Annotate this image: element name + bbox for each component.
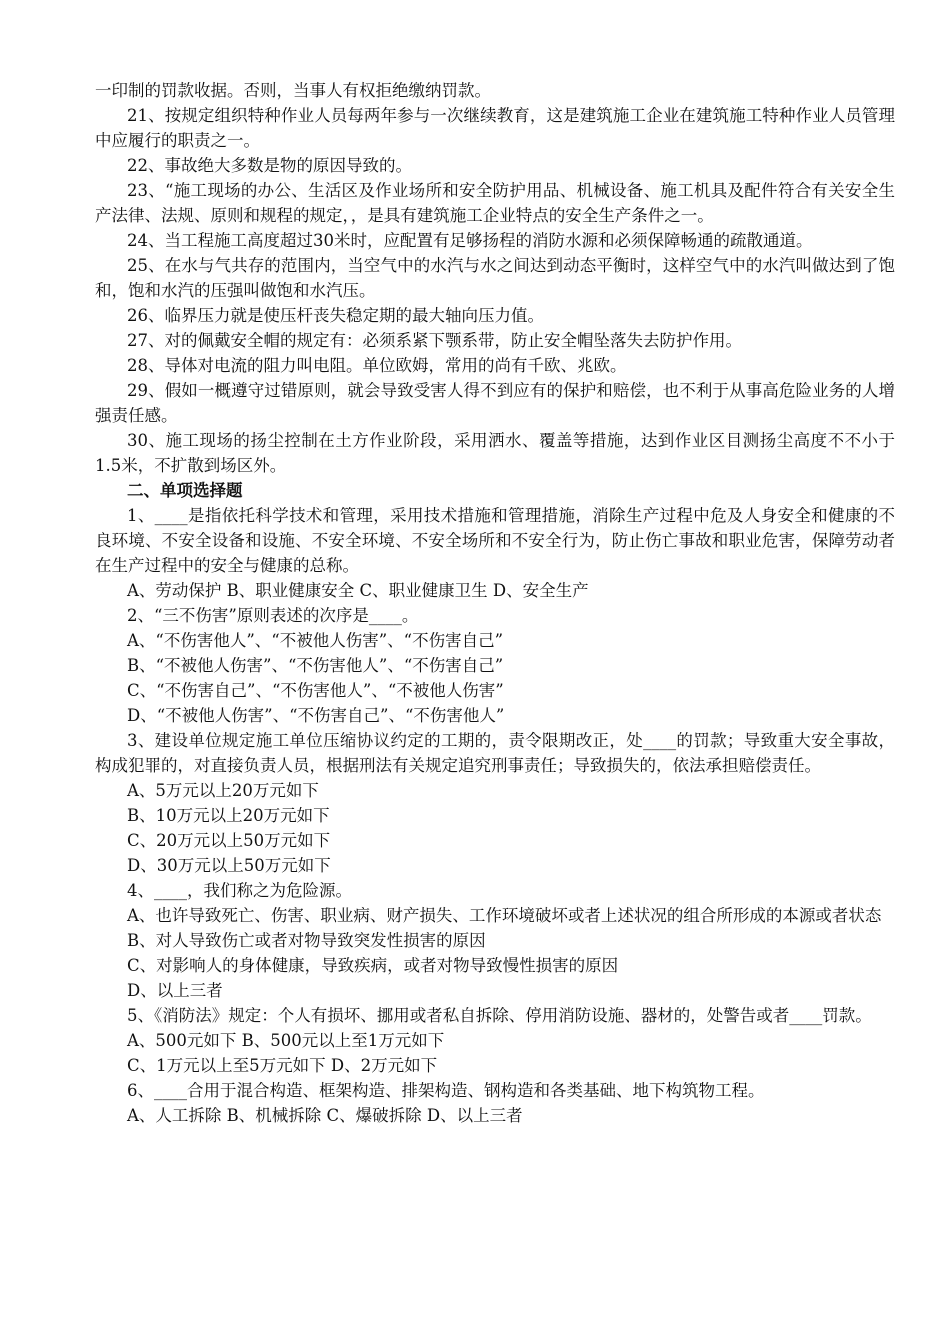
question-5: 5、《消防法》规定：个人有损坏、挪用或者私自拆除、停用消防设施、器材的，处警告或者____罚款。 [127, 1006, 872, 1025]
question-2-option-d: D、“不被他人伤害”、“不伤害自己”、“不伤害他人” [127, 706, 505, 725]
question-1: 1、____是指依托科学技术和管理，采用技术措施和管理措施，消除生产过程中危及人身安全和健康的不良环境、不安全设备和设施、不安全环境、不安全场所和不安全行为，防止伤亡事故和职业危害，保障劳动者在生产过程中的安全与健康的总称。 [95, 506, 895, 575]
question-4-option-b: B、对人导致伤亡或者对物导致突发性损害的原因 [127, 931, 486, 950]
question-4-option-d: D、以上三者 [127, 981, 223, 1000]
paragraph-24: 24、当工程施工高度超过30米时，应配置有足够扬程的消防水源和必须保障畅通的疏散通道。 [127, 231, 813, 250]
paragraph-22: 22、事故绝大多数是物的原因导致的。 [127, 156, 412, 175]
paragraph-21: 21、按规定组织特种作业人员每两年参与一次继续教育，这是建筑施工企业在建筑施工特种作业人员管理中应履行的职责之一。 [95, 106, 895, 150]
paragraph-26: 26、临界压力就是使压杆丧失稳定期的最大轴向压力值。 [127, 306, 544, 325]
question-3-option-c: C、20万元以上50万元如下 [127, 831, 331, 850]
question-2: 2、“三不伤害”原则表述的次序是____。 [127, 606, 419, 625]
question-5-options-cd: C、1万元以上至5万元如下 D、2万元如下 [127, 1056, 438, 1075]
question-6: 6、____合用于混合构造、框架构造、排架构造、钢构造和各类基础、地下构筑物工程。 [127, 1081, 765, 1100]
question-2-option-a: A、“不伤害他人”、“不被他人伤害”、“不伤害自己” [127, 631, 504, 650]
question-3-option-d: D、30万元以上50万元如下 [127, 856, 331, 875]
paragraph-28: 28、导体对电流的阻力叫电阻。单位欧姆，常用的尚有千欧、兆欧。 [127, 356, 627, 375]
question-1-options: A、劳动保护 B、职业健康安全 C、职业健康卫生 D、安全生产 [127, 581, 589, 600]
question-6-options: A、人工拆除 B、机械拆除 C、爆破拆除 D、以上三者 [127, 1106, 523, 1125]
question-3: 3、建设单位规定施工单位压缩协议约定的工期的，责令限期改正，处____的罚款；导致重大安全事故，构成犯罪的，对直接负责人员，根据刑法有关规定追究刑事责任；导致损失的，依法承担赔偿责任。 [95, 731, 895, 775]
question-3-option-b: B、10万元以上20万元如下 [127, 806, 330, 825]
question-4-option-a: A、也许导致死亡、伤害、职业病、财产损失、工作环境破坏或者上述状况的组合所形成的本源或者状态 [127, 906, 882, 925]
question-3-option-a: A、5万元以上20万元如下 [127, 781, 319, 800]
paragraph-29: 29、假如一概遵守过错原则，就会导致受害人得不到应有的保护和赔偿，也不利于从事高危险业务的人增强责任感。 [95, 381, 895, 425]
paragraph-27: 27、对的佩戴安全帽的规定有：必须系紧下颚系带，防止安全帽坠落失去防护作用。 [127, 331, 742, 350]
paragraph-23: 23、“施工现场的办公、生活区及作业场所和安全防护用品、机械设备、施工机具及配件符合有关安全生产法律、法规、原则和规程的规定，，是具有建筑施工企业特点的安全生产条件之一。 [95, 181, 895, 225]
question-2-option-b: B、“不被他人伤害”、“不伤害他人”、“不伤害自己” [127, 656, 504, 675]
paragraph-25: 25、在水与气共存的范围内，当空气中的水汽与水之间达到动态平衡时，这样空气中的水汽叫做达到了饱和，饱和水汽的压强叫做饱和水汽压。 [95, 256, 895, 300]
section-heading: 二、单项选择题 [127, 481, 243, 500]
document-page [95, 78, 895, 1128]
question-2-option-c: C、“不伤害自己”、“不伤害他人”、“不被他人伤害” [127, 681, 504, 700]
question-5-options-ab: A、500元如下 B、500元以上至1万元如下 [127, 1031, 445, 1050]
question-4-option-c: C、对影响人的身体健康，导致疾病，或者对物导致慢性损害的原因 [127, 956, 619, 975]
question-4: 4、____，我们称之为危险源。 [127, 881, 352, 900]
paragraph-0: 一印制的罚款收据。否则，当事人有权拒绝缴纳罚款。 [95, 81, 491, 100]
paragraph-30: 30、施工现场的扬尘控制在土方作业阶段，采用洒水、覆盖等措施，达到作业区目测扬尘高度不不小于1.5米，不扩散到场区外。 [95, 431, 895, 475]
